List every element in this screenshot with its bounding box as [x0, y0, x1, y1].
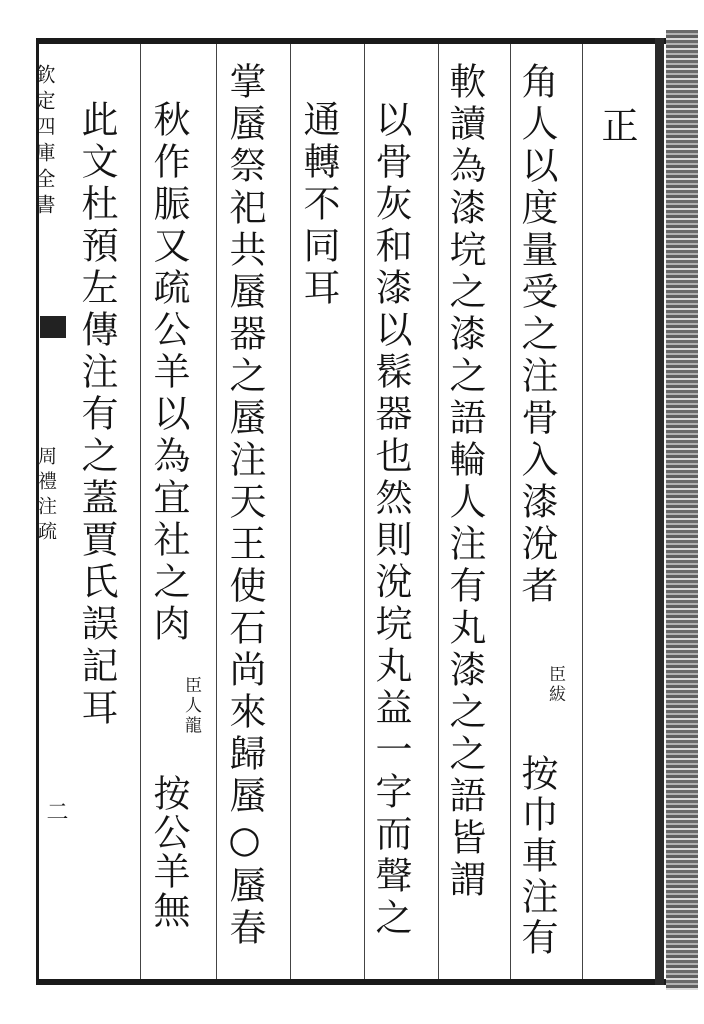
margin-fish-tail-mark [40, 316, 66, 338]
frame-top-border [36, 38, 666, 44]
margin-leaf-number: 二 [43, 800, 68, 828]
annotation-note: 臣人龍 [181, 676, 201, 736]
frame-bottom-border [36, 979, 666, 985]
text-column-5: 通轉不同耳 [297, 100, 340, 310]
text-column-7-continued: 按公羊無 [147, 774, 190, 930]
text-column-1: 正 [595, 106, 638, 148]
text-column-2: 角人以度量受之注骨入漆涗者 [515, 62, 558, 608]
margin-section-title: 周禮注疏 [35, 446, 57, 546]
column-rule [582, 44, 583, 979]
page-edge-texture [666, 30, 698, 990]
column-rule [438, 44, 439, 979]
column-rule [510, 44, 511, 979]
text-column-8: 此文杜預左傳注有之蓋賈氏誤記耳 [75, 100, 118, 730]
frame-right-border [655, 38, 664, 985]
text-column-4: 以骨灰和漆以髹器也然則涗垸丸益一字而聲之 [369, 100, 412, 940]
text-column-6: 掌蜃祭祀共蜃器之蜃注天王使石尚來歸蜃○蜃春 [223, 62, 266, 950]
column-rule [216, 44, 217, 979]
margin-book-title: 欽定四庫全書 [32, 64, 56, 220]
text-column-2-continued: 按巾車注有 [515, 754, 558, 959]
column-rule [290, 44, 291, 979]
annotation-note: 臣紱 [545, 665, 565, 705]
column-rule [364, 44, 365, 979]
column-rule [140, 44, 141, 979]
text-column-3: 軟讀為漆垸之漆之語輪人注有丸漆之之語皆謂 [443, 62, 486, 902]
text-column-7: 秋作脤又疏公羊以為宜社之肉 [147, 100, 190, 646]
